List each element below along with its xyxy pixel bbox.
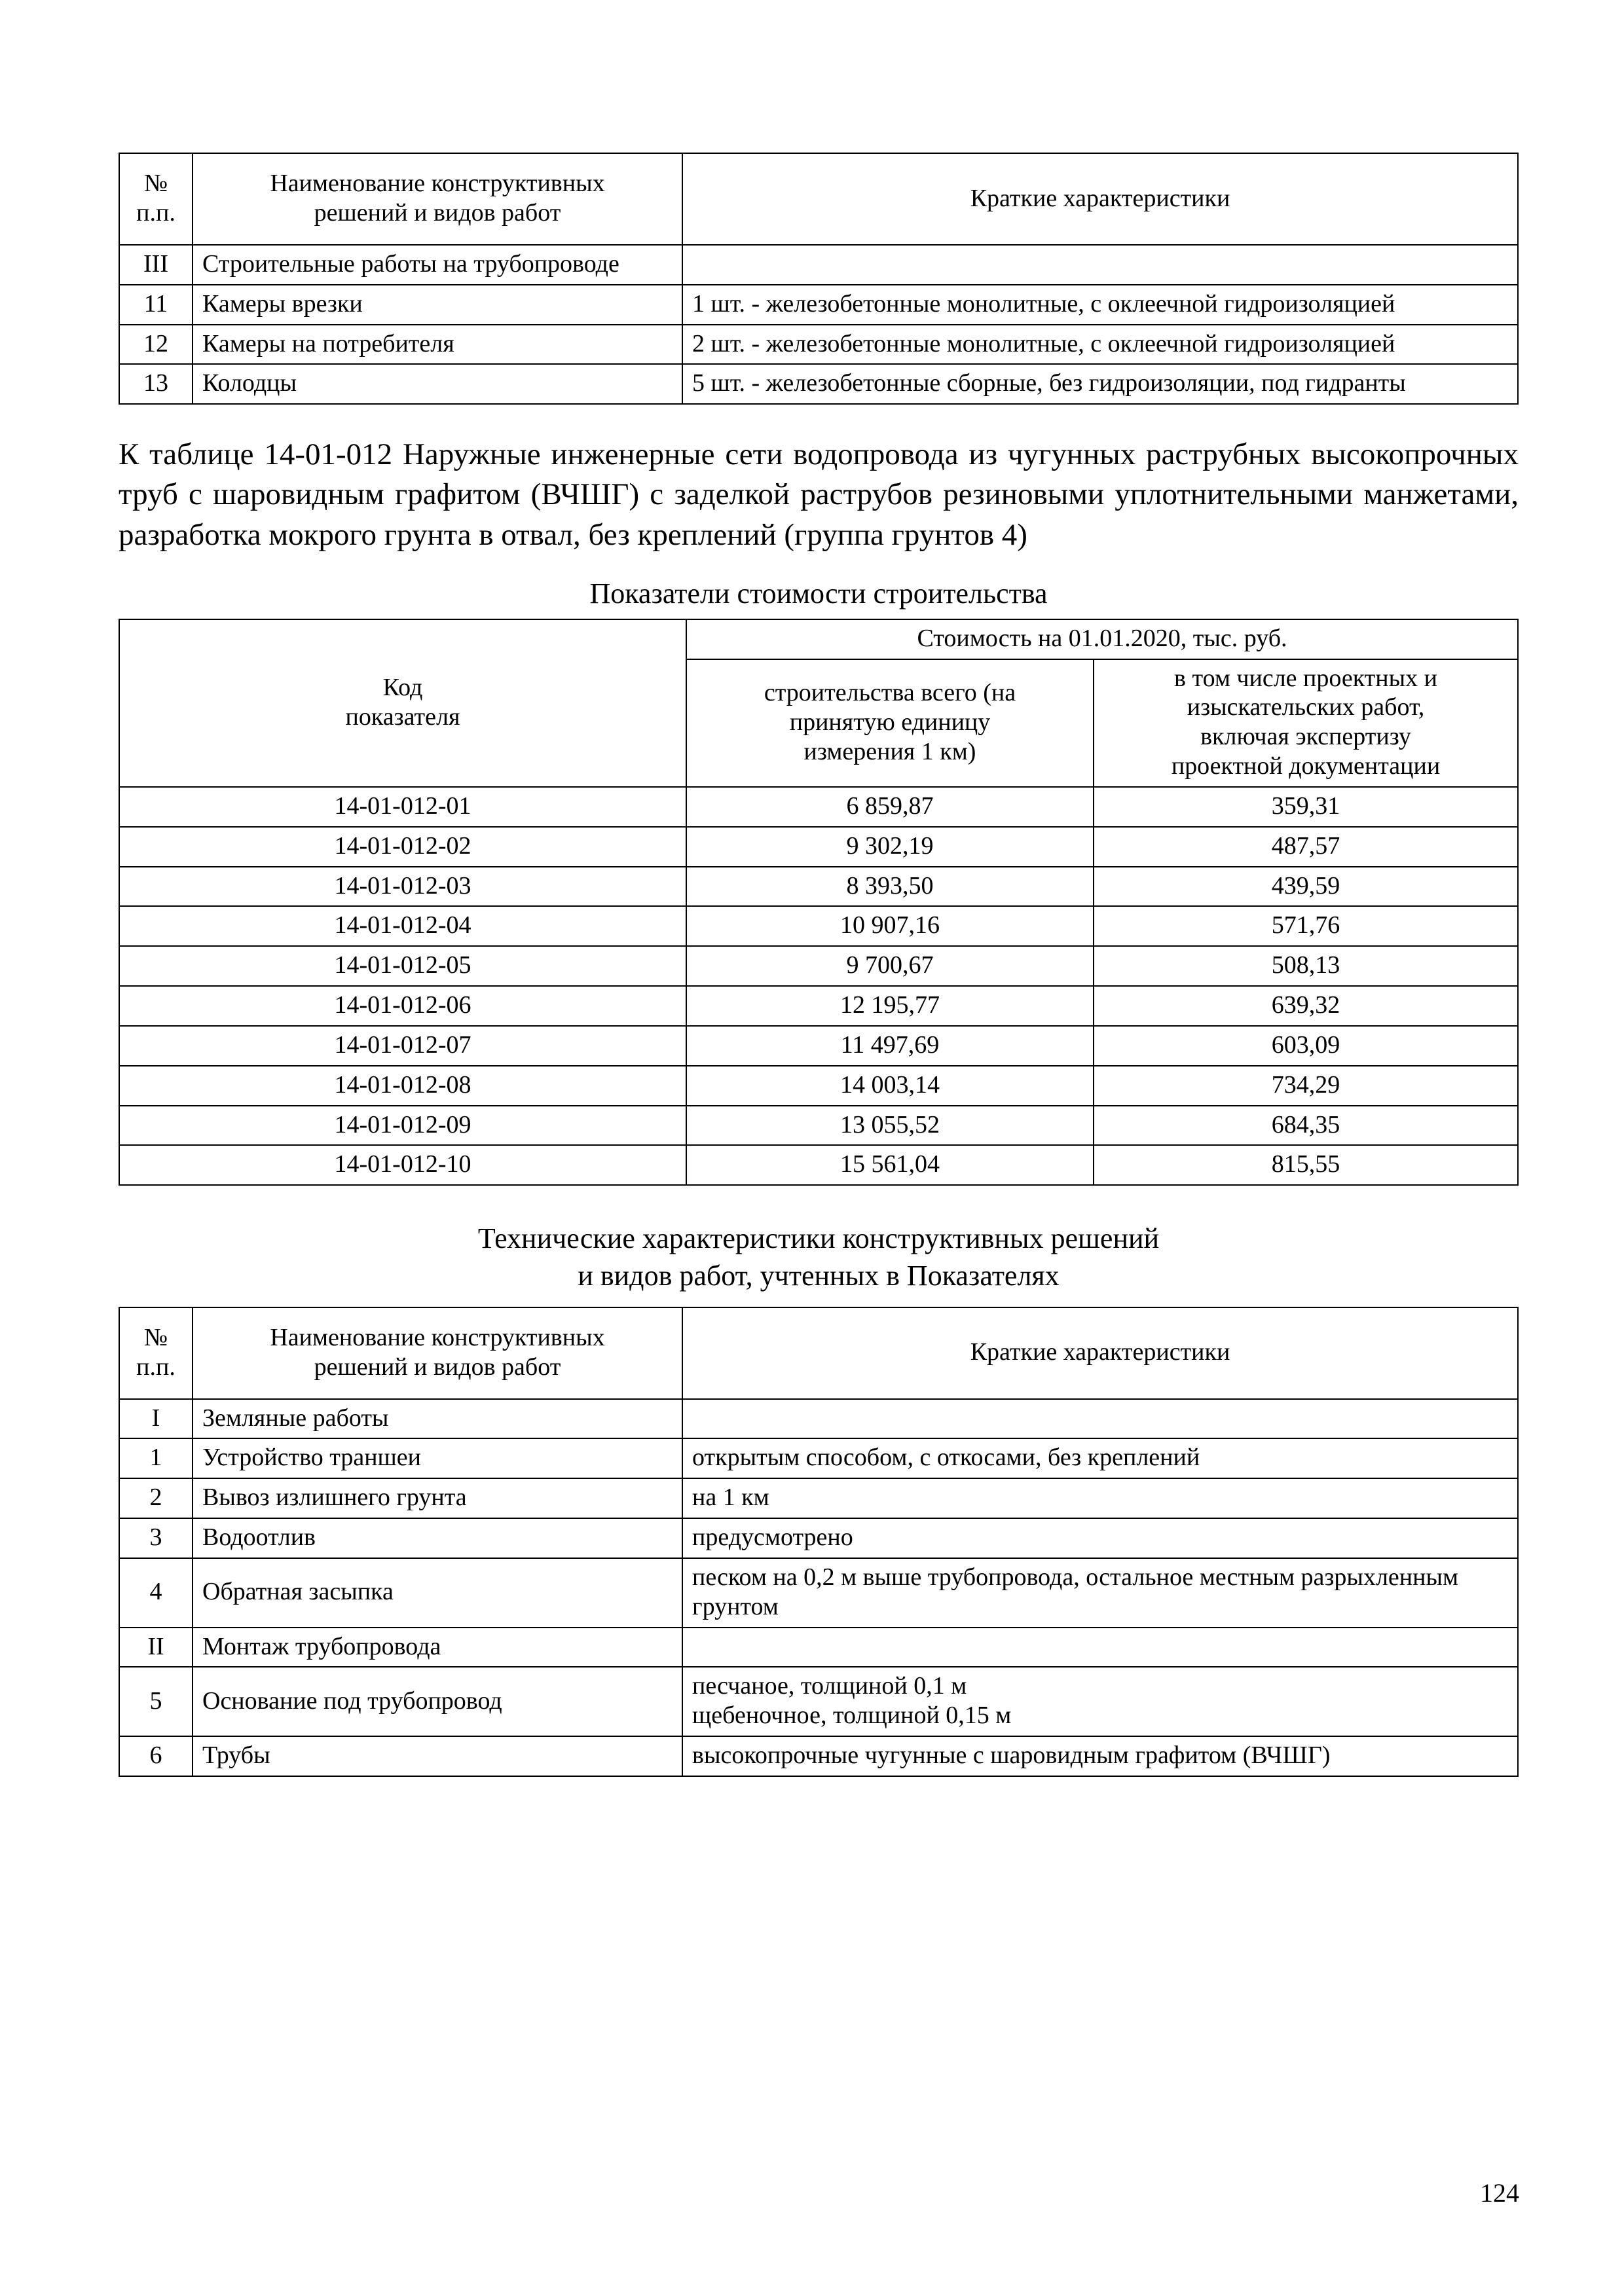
cell-code: 14-01-012-02 — [119, 827, 686, 867]
row-name: Колодцы — [193, 364, 682, 404]
header-total-line2: принятую единицу — [789, 708, 991, 736]
table-row — [119, 867, 1518, 907]
row-name: Камеры на потребителя — [193, 325, 682, 365]
table-row — [119, 787, 1518, 827]
row-number: 2 — [119, 1478, 193, 1518]
cell-design-survey: 603,09 — [1094, 1026, 1518, 1066]
tech-characteristics-title — [119, 1220, 1519, 1294]
cell-code: 14-01-012-09 — [119, 1106, 686, 1146]
cell-code: 14-01-012-07 — [119, 1026, 686, 1066]
header-pd-line3: включая экспертизу — [1200, 723, 1411, 751]
row-description: предусмотрено — [682, 1518, 1518, 1558]
row-number: 6 — [119, 1736, 193, 1776]
cell-total: 14 003,14 — [686, 1066, 1094, 1106]
row-number: 4 — [119, 1558, 193, 1628]
row-number: 1 — [119, 1438, 193, 1478]
header-total-line3: измерения 1 км) — [803, 737, 976, 765]
table-row — [119, 1106, 1518, 1146]
cell-design-survey: 439,59 — [1094, 867, 1518, 907]
row-description-line2: щебеночное, толщиной 0,15 м — [692, 1702, 1012, 1730]
header-pd-line1: в том числе проектных и — [1174, 664, 1437, 692]
table-header-row — [119, 1307, 1518, 1399]
table-row — [119, 1145, 1518, 1185]
page-number: 124 — [1480, 2178, 1519, 2208]
tech-title-line2: и видов работ, учтенных в Показателях — [578, 1260, 1060, 1292]
table-row — [119, 1736, 1518, 1776]
cell-code: 14-01-012-03 — [119, 867, 686, 907]
cell-code: 14-01-012-06 — [119, 986, 686, 1026]
header-total-line1: строительства всего (на — [764, 679, 1016, 707]
cell-total: 12 195,77 — [686, 986, 1094, 1026]
row-description — [682, 245, 1518, 285]
cell-total: 10 907,16 — [686, 906, 1094, 946]
cell-code: 14-01-012-05 — [119, 946, 686, 986]
row-number: III — [119, 245, 193, 285]
cell-code: 14-01-012-10 — [119, 1145, 686, 1185]
row-number: II — [119, 1628, 193, 1667]
cell-design-survey: 487,57 — [1094, 827, 1518, 867]
row-description: 1 шт. - железобетонные монолитные, с оклеечной гидроизоляцией — [682, 285, 1518, 325]
row-description — [682, 1667, 1518, 1736]
header-cell-design-survey — [1094, 659, 1518, 787]
table-row — [119, 1438, 1518, 1478]
table-row — [119, 364, 1518, 404]
cell-total: 8 393,50 — [686, 867, 1094, 907]
row-number: 12 — [119, 325, 193, 365]
header-number-line2: п.п. — [136, 199, 175, 227]
table-row — [119, 245, 1518, 285]
table-row — [119, 946, 1518, 986]
table-row — [119, 986, 1518, 1026]
table-row — [119, 906, 1518, 946]
cell-total: 13 055,52 — [686, 1106, 1094, 1146]
row-name: Строительные работы на трубопроводе — [193, 245, 682, 285]
header-cell-description: Краткие характеристики — [682, 1307, 1518, 1399]
header-cell-number — [119, 1307, 193, 1399]
cell-total: 11 497,69 — [686, 1026, 1094, 1066]
header-number-line1: № — [143, 170, 168, 198]
table-row — [119, 1066, 1518, 1106]
header-name-line2: решений и видов работ — [314, 1353, 561, 1381]
row-name: Водоотлив — [193, 1518, 682, 1558]
row-name: Обратная засыпка — [193, 1558, 682, 1628]
row-number: 3 — [119, 1518, 193, 1558]
table-row — [119, 1667, 1518, 1736]
header-name-line1: Наименование конструктивных — [270, 1323, 605, 1351]
row-name: Основание под трубопровод — [193, 1667, 682, 1736]
table-row — [119, 1518, 1518, 1558]
header-name-line2: решений и видов работ — [314, 199, 561, 227]
row-description: открытым способом, с откосами, без креплений — [682, 1438, 1518, 1478]
table-row — [119, 1399, 1518, 1439]
table-header-row — [119, 153, 1518, 245]
row-description-line1: песчаное, толщиной 0,1 м — [692, 1672, 967, 1700]
cost-indicators-title: Показатели стоимости строительства — [589, 577, 1048, 610]
header-cell-code — [119, 619, 686, 787]
header-number-line1: № — [143, 1323, 168, 1351]
header-cell-number — [119, 153, 193, 245]
cell-design-survey: 359,31 — [1094, 787, 1518, 827]
header-number-line2: п.п. — [136, 1353, 175, 1381]
row-description — [682, 1399, 1518, 1439]
header-pd-line2: изыскательских работ, — [1187, 693, 1425, 721]
table-row — [119, 1026, 1518, 1066]
row-description: на 1 км — [682, 1478, 1518, 1518]
cell-design-survey: 734,29 — [1094, 1066, 1518, 1106]
table-row — [119, 325, 1518, 365]
header-cell-cost-group: Стоимость на 01.01.2020, тыс. руб. — [686, 619, 1518, 659]
cell-total: 9 700,67 — [686, 946, 1094, 986]
cell-code: 14-01-012-04 — [119, 906, 686, 946]
cost-indicators-table — [119, 619, 1519, 1186]
construction-works-table — [119, 153, 1519, 405]
table-row — [119, 827, 1518, 867]
row-number: I — [119, 1399, 193, 1439]
table-row — [119, 1628, 1518, 1667]
header-code-line2: показателя — [345, 702, 460, 731]
technical-characteristics-table — [119, 1307, 1519, 1777]
cell-design-survey: 508,13 — [1094, 946, 1518, 986]
cost-header-row-group — [119, 619, 1518, 659]
cell-code: 14-01-012-08 — [119, 1066, 686, 1106]
cell-design-survey: 571,76 — [1094, 906, 1518, 946]
cell-code: 14-01-012-01 — [119, 787, 686, 827]
header-cell-name — [193, 153, 682, 245]
header-cell-description: Краткие характеристики — [682, 153, 1518, 245]
cell-total: 9 302,19 — [686, 827, 1094, 867]
row-description: 5 шт. - железобетонные сборные, без гидроизоляции, под гидранты — [682, 364, 1518, 404]
cell-design-survey: 684,35 — [1094, 1106, 1518, 1146]
table-row — [119, 1478, 1518, 1518]
page-content — [119, 153, 1519, 1777]
header-name-line1: Наименование конструктивных — [270, 170, 605, 198]
row-description — [682, 1628, 1518, 1667]
tech-title-line1: Технические характеристики конструктивных решений — [477, 1222, 1160, 1255]
table-reference-paragraph: К таблице 14-01-012 Наружные инженерные сети водопровода из чугунных раструбных высокопрочных труб с шаровидным графитом (ВЧШГ) с заделкой раструбов резиновыми уплотнительными манжетами, разработка мокрого грунта в отвал, без креплений (группа грунтов 4) — [119, 437, 1519, 552]
row-description: 2 шт. - железобетонные монолитные, с оклеечной гидроизоляцией — [682, 325, 1518, 365]
header-cell-total — [686, 659, 1094, 787]
row-name: Земляные работы — [193, 1399, 682, 1439]
row-description: высокопрочные чугунные с шаровидным графитом (ВЧШГ) — [682, 1736, 1518, 1776]
cell-design-survey: 639,32 — [1094, 986, 1518, 1026]
row-number: 13 — [119, 364, 193, 404]
row-name: Трубы — [193, 1736, 682, 1776]
row-name: Вывоз излишнего грунта — [193, 1478, 682, 1518]
cell-design-survey: 815,55 — [1094, 1145, 1518, 1185]
table-row — [119, 285, 1518, 325]
row-description: песком на 0,2 м выше трубопровода, остальное местным разрыхленным грунтом — [682, 1558, 1518, 1628]
table-row — [119, 1558, 1518, 1628]
header-pd-line4: проектной документации — [1171, 752, 1441, 780]
header-cell-name — [193, 1307, 682, 1399]
cell-total: 15 561,04 — [686, 1145, 1094, 1185]
row-number: 5 — [119, 1667, 193, 1736]
row-name: Устройство траншеи — [193, 1438, 682, 1478]
row-name: Монтаж трубопровода — [193, 1628, 682, 1667]
row-number: 11 — [119, 285, 193, 325]
cell-total: 6 859,87 — [686, 787, 1094, 827]
row-name: Камеры врезки — [193, 285, 682, 325]
header-code-line1: Код — [382, 674, 423, 702]
